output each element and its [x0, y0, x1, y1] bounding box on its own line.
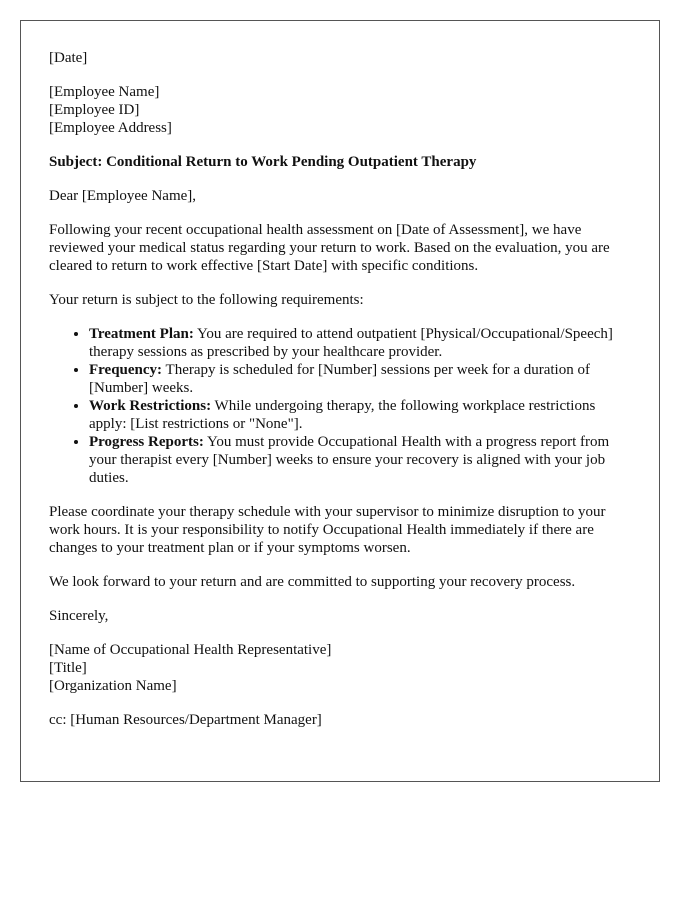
requirement-term: Work Restrictions: [89, 398, 212, 414]
requirement-text: You must provide Occupational Health with a progress report from your therapist every [Number] weeks to ensure your recovery is aligned with your job duties. [89, 434, 610, 486]
recipient-address: [Employee Address] [49, 120, 172, 136]
signature-title: [Title] [49, 660, 87, 676]
signature-organization: [Organization Name] [49, 678, 177, 694]
recipient-block [49, 83, 634, 137]
letter-body [49, 49, 634, 745]
salutation: Dear [Employee Name], [49, 188, 197, 204]
list-item [89, 397, 634, 433]
recipient-name: [Employee Name] [49, 84, 160, 100]
requirement-term: Treatment Plan: [89, 326, 194, 342]
requirements-intro: Your return is subject to the following requirements: [49, 292, 364, 308]
requirement-text: While undergoing therapy, the following workplace restrictions apply: [List restrictions or "None"]. [89, 398, 596, 432]
signature-name: [Name of Occupational Health Representative] [49, 642, 332, 658]
signature-block [49, 641, 634, 695]
requirement-term: Frequency: [89, 362, 163, 378]
recipient-id: [Employee ID] [49, 102, 140, 118]
letter-date: [Date] [49, 50, 88, 66]
requirement-text: You are required to attend outpatient [Physical/Occupational/Speech] therapy sessions as prescribed by your healthcare provider. [89, 326, 613, 360]
letter-subject: Subject: Conditional Return to Work Pending Outpatient Therapy [49, 154, 477, 170]
requirement-text: Therapy is scheduled for [Number] sessions per week for a duration of [Number] weeks. [89, 362, 590, 396]
sign-off: Sincerely, [49, 608, 109, 624]
list-item [89, 361, 634, 397]
closing-statement: We look forward to your return and are committed to supporting your recovery process. [49, 574, 576, 590]
cc-line: cc: [Human Resources/Department Manager] [49, 712, 322, 728]
letter-page [20, 20, 660, 782]
requirements-list [49, 325, 634, 487]
list-item [89, 433, 634, 487]
requirement-term: Progress Reports: [89, 434, 204, 450]
list-item [89, 325, 634, 361]
coordination-paragraph: Please coordinate your therapy schedule with your supervisor to minimize disruption to your work hours. It is your responsibility to notify Occupational Health immediately if there are changes to your treatment plan or if your symptoms worsen. [49, 504, 606, 556]
intro-paragraph: Following your recent occupational health assessment on [Date of Assessment], we have reviewed your medical status regarding your return to work. Based on the evaluation, you are cleared to return to work effective [Start Date] with specific conditions. [49, 222, 610, 274]
